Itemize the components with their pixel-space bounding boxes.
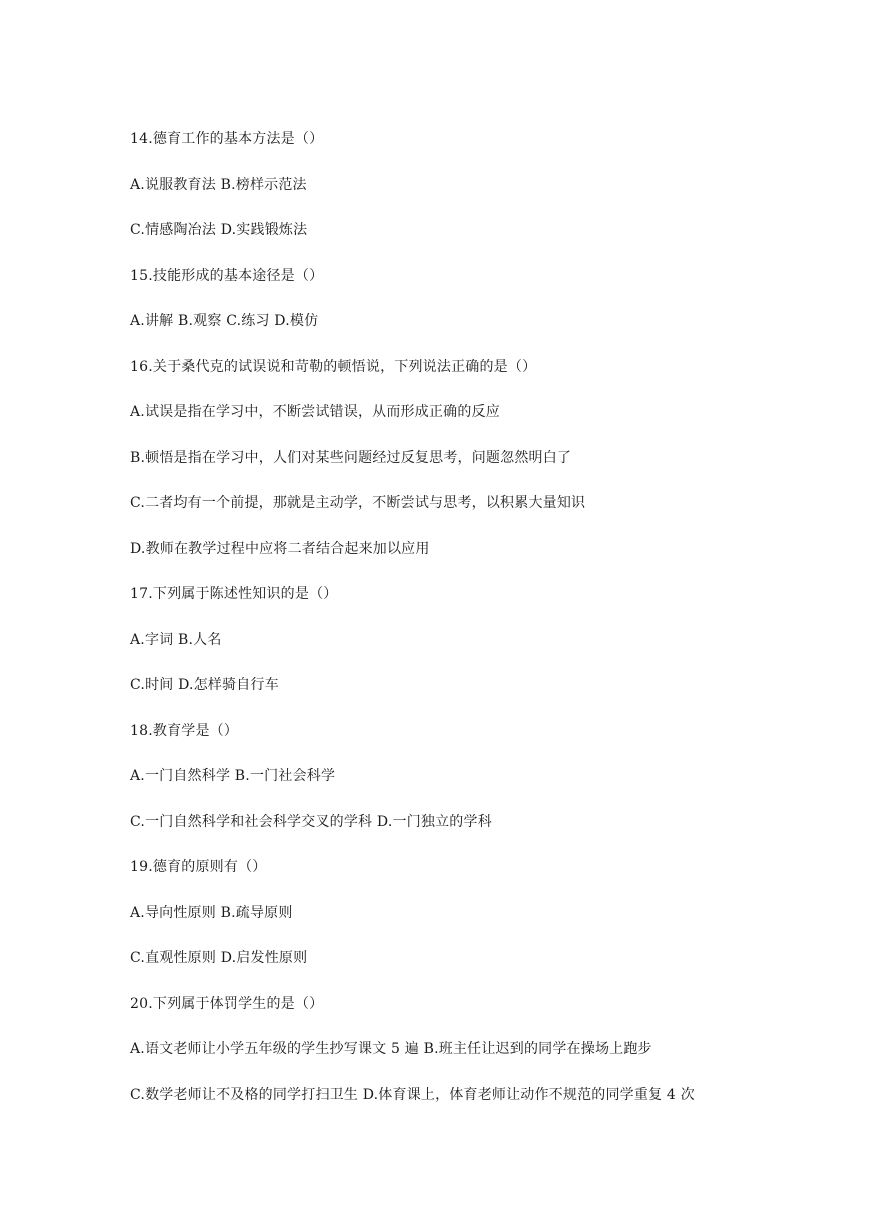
question-17-options-cd: C.时间 D.怎样骑自行车 xyxy=(130,677,279,693)
question-14-options-cd: C.情感陶冶法 D.实践锻炼法 xyxy=(130,222,308,238)
question-18-options-cd: C.一门自然科学和社会科学交叉的学科 D.一门独立的学科 xyxy=(130,813,492,830)
question-14-stem: 14.德育工作的基本方法是（） xyxy=(130,131,324,147)
question-20-options-cd: C.数学老师让不及格的同学打扫卫生 D.体育课上，体育老师让动作不规范的同学重复 4 次 xyxy=(130,1086,695,1103)
question-16-option-d: D.教师在教学过程中应将二者结合起来加以应用 xyxy=(130,540,430,557)
question-15-stem: 15.技能形成的基本途径是（） xyxy=(130,267,324,284)
question-18-options-ab: A.一门自然科学 B.一门社会科学 xyxy=(130,768,336,784)
question-16-stem: 16.关于桑代克的试误说和苛勒的顿悟说，下列说法正确的是（） xyxy=(130,358,537,375)
question-20-stem: 20.下列属于体罚学生的是（） xyxy=(130,995,324,1012)
question-19-options-ab: A.导向性原则 B.疏导原则 xyxy=(130,904,293,921)
question-16-option-b: B.顿悟是指在学习中，人们对某些问题经过反复思考，问题忽然明白了 xyxy=(130,449,572,466)
question-19-options-cd: C.直观性原则 D.启发性原则 xyxy=(130,950,308,966)
question-19-stem: 19.德育的原则有（） xyxy=(130,859,267,875)
question-17-stem: 17.下列属于陈述性知识的是（） xyxy=(130,586,338,602)
question-20-options-ab: A.语文老师让小学五年级的学生抄写课文 5 遍 B.班主任让迟到的同学在操场上跑步 xyxy=(130,1041,652,1057)
question-14-options-ab: A.说服教育法 B.榜样示范法 xyxy=(130,176,307,193)
question-17-options-ab: A.字词 B.人名 xyxy=(130,631,222,648)
question-18-stem: 18.教育学是（） xyxy=(130,722,239,739)
question-15-options: A.讲解 B.观察 C.练习 D.模仿 xyxy=(130,313,319,329)
question-16-option-c: C.二者均有一个前提，那就是主动学，不断尝试与思考，以积累大量知识 xyxy=(130,495,586,511)
question-list xyxy=(130,128,830,1129)
question-16-option-a: A.试误是指在学习中，不断尝试错误，从而形成正确的反应 xyxy=(130,404,500,420)
